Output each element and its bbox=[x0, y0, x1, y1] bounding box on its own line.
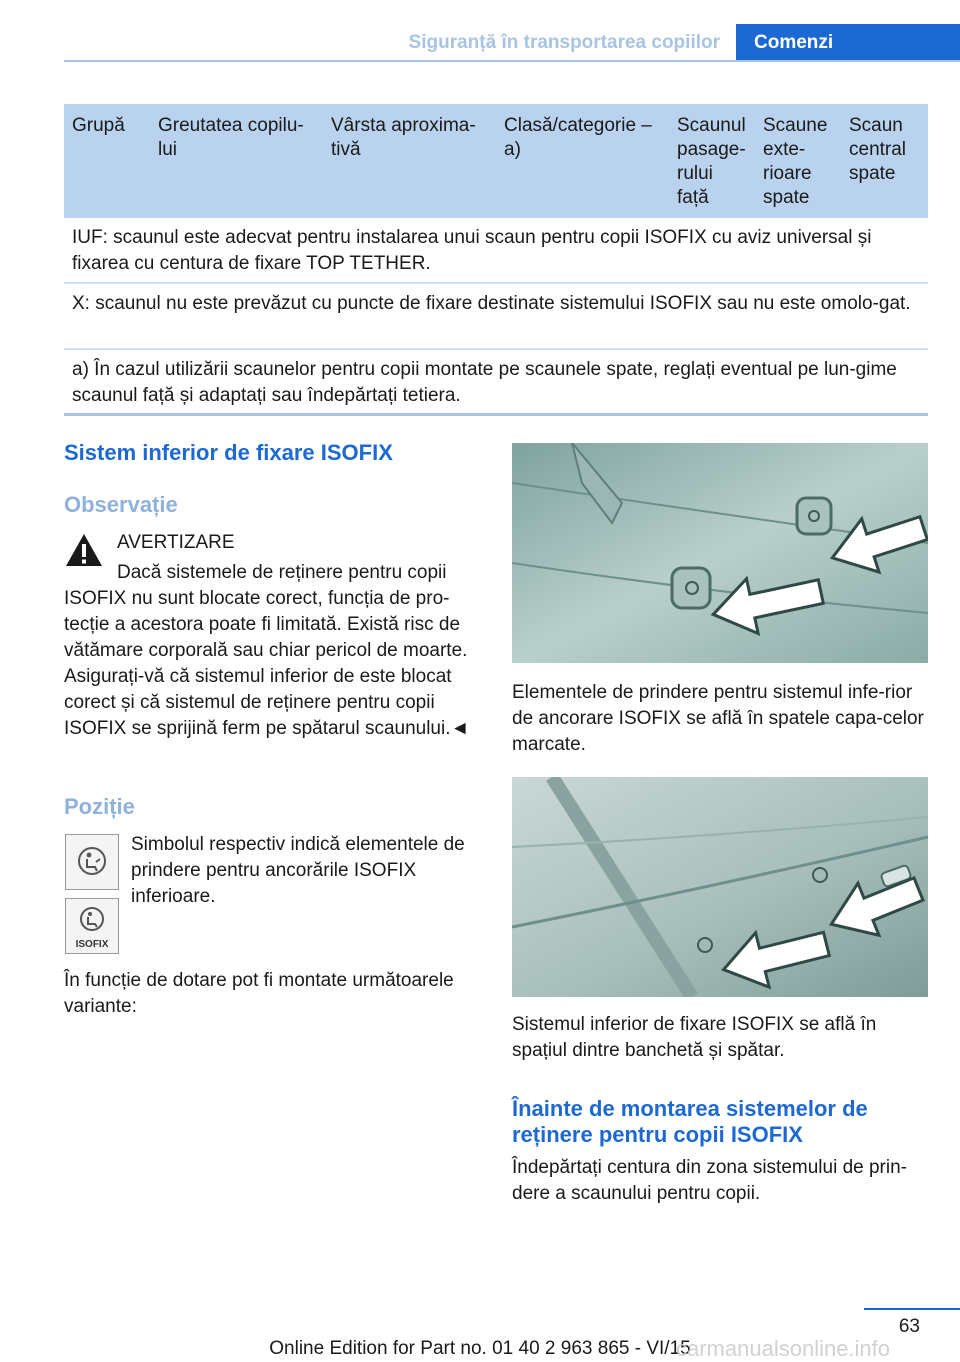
page-number: 63 bbox=[898, 1316, 920, 1337]
isofix-label-icon bbox=[65, 898, 119, 954]
table-note-row: a) În cazul utilizării scaunelor pentru copii montate pe scaunele spate, reglați eventual pe lun-gime scaunul față și adaptați sau îndepărtați tetiera. bbox=[72, 359, 897, 406]
photo1-caption: Elementele de prindere pentru sistemul infe-rior de ancorare ISOFIX se află în spatele capa-celor marcate. bbox=[512, 682, 924, 755]
warning-text: Dacă sistemele de reținere pentru copii ISOFIX nu sunt blocate corect, funcția de pro-tecție a acestora poate fi limitată. Există risc de vătămare corporală sau chiar pericol de moarte. Asigurați-vă că sistemul inferior de este blocat corect și că sistemul de reținere pentru copii ISOFIX se sprijină ferm pe spătarul scaunului.◄ bbox=[64, 562, 470, 739]
before-mounting-heading: Înainte de montarea sistemelor de reținere pentru copii ISOFIX bbox=[512, 1096, 868, 1147]
column-header: Scaunul pasage- rului față bbox=[677, 115, 746, 208]
table-header-row bbox=[64, 104, 928, 218]
photo2-caption: Sistemul inferior de fixare ISOFIX se află în spațiul dintre banchetă și spătar. bbox=[512, 1014, 877, 1061]
table-note-row: IUF: scaunul este adecvat pentru instalarea unui scaun pentru copii ISOFIX cu aviz universal și fixarea cu centura de fixare TOP TETHER. bbox=[64, 218, 928, 284]
position-heading: Poziție bbox=[64, 794, 135, 819]
isofix-table bbox=[64, 104, 928, 418]
table-note-row: X: scaunul nu este prevăzut cu puncte de fixare destinate sistemului ISOFIX sau nu este omolo-gat. bbox=[64, 284, 928, 350]
running-section-title: Siguranță în transportarea copiilor bbox=[408, 32, 720, 53]
before-mounting-text: Îndepărtați centura din zona sistemului de prin-dere a scaunului pentru copii. bbox=[512, 1157, 908, 1204]
header-rule bbox=[64, 60, 960, 62]
edition-line: Online Edition for Part no. 01 40 2 963 865 - VI/15 bbox=[269, 1338, 691, 1359]
note-heading: Observație bbox=[64, 492, 178, 517]
isofix-child-seat-icon bbox=[65, 834, 119, 890]
table-bottom-rule bbox=[64, 413, 928, 416]
column-header: Grupă bbox=[72, 115, 125, 136]
column-header: Scaune exte- rioare spate bbox=[763, 115, 828, 208]
isofix-gap-photo bbox=[512, 777, 928, 997]
isofix-symbol-label: ISOFIX bbox=[75, 939, 109, 950]
symbol-description: Simbolul respectiv indică elementele de prindere pentru ancorările ISOFIX inferioare. bbox=[131, 834, 465, 907]
column-header: Scaun central spate bbox=[849, 115, 907, 184]
column-header: Clasă/categorie – a) bbox=[504, 115, 652, 160]
section-heading: Sistem inferior de fixare ISOFIX bbox=[64, 440, 393, 465]
variants-text: În funcție de dotare pot fi montate următoarele variante: bbox=[64, 970, 454, 1017]
isofix-anchor-covers-photo bbox=[512, 443, 928, 663]
column-header: Greutatea copilu- lui bbox=[158, 115, 304, 160]
warning-title: AVERTIZARE bbox=[117, 532, 235, 553]
chapter-tab: Comenzi bbox=[736, 24, 960, 62]
column-header: Vârsta aproxima- tivă bbox=[331, 115, 476, 160]
footer-rule bbox=[864, 1308, 960, 1310]
watermark: carmanualsonline.info bbox=[676, 1336, 891, 1361]
